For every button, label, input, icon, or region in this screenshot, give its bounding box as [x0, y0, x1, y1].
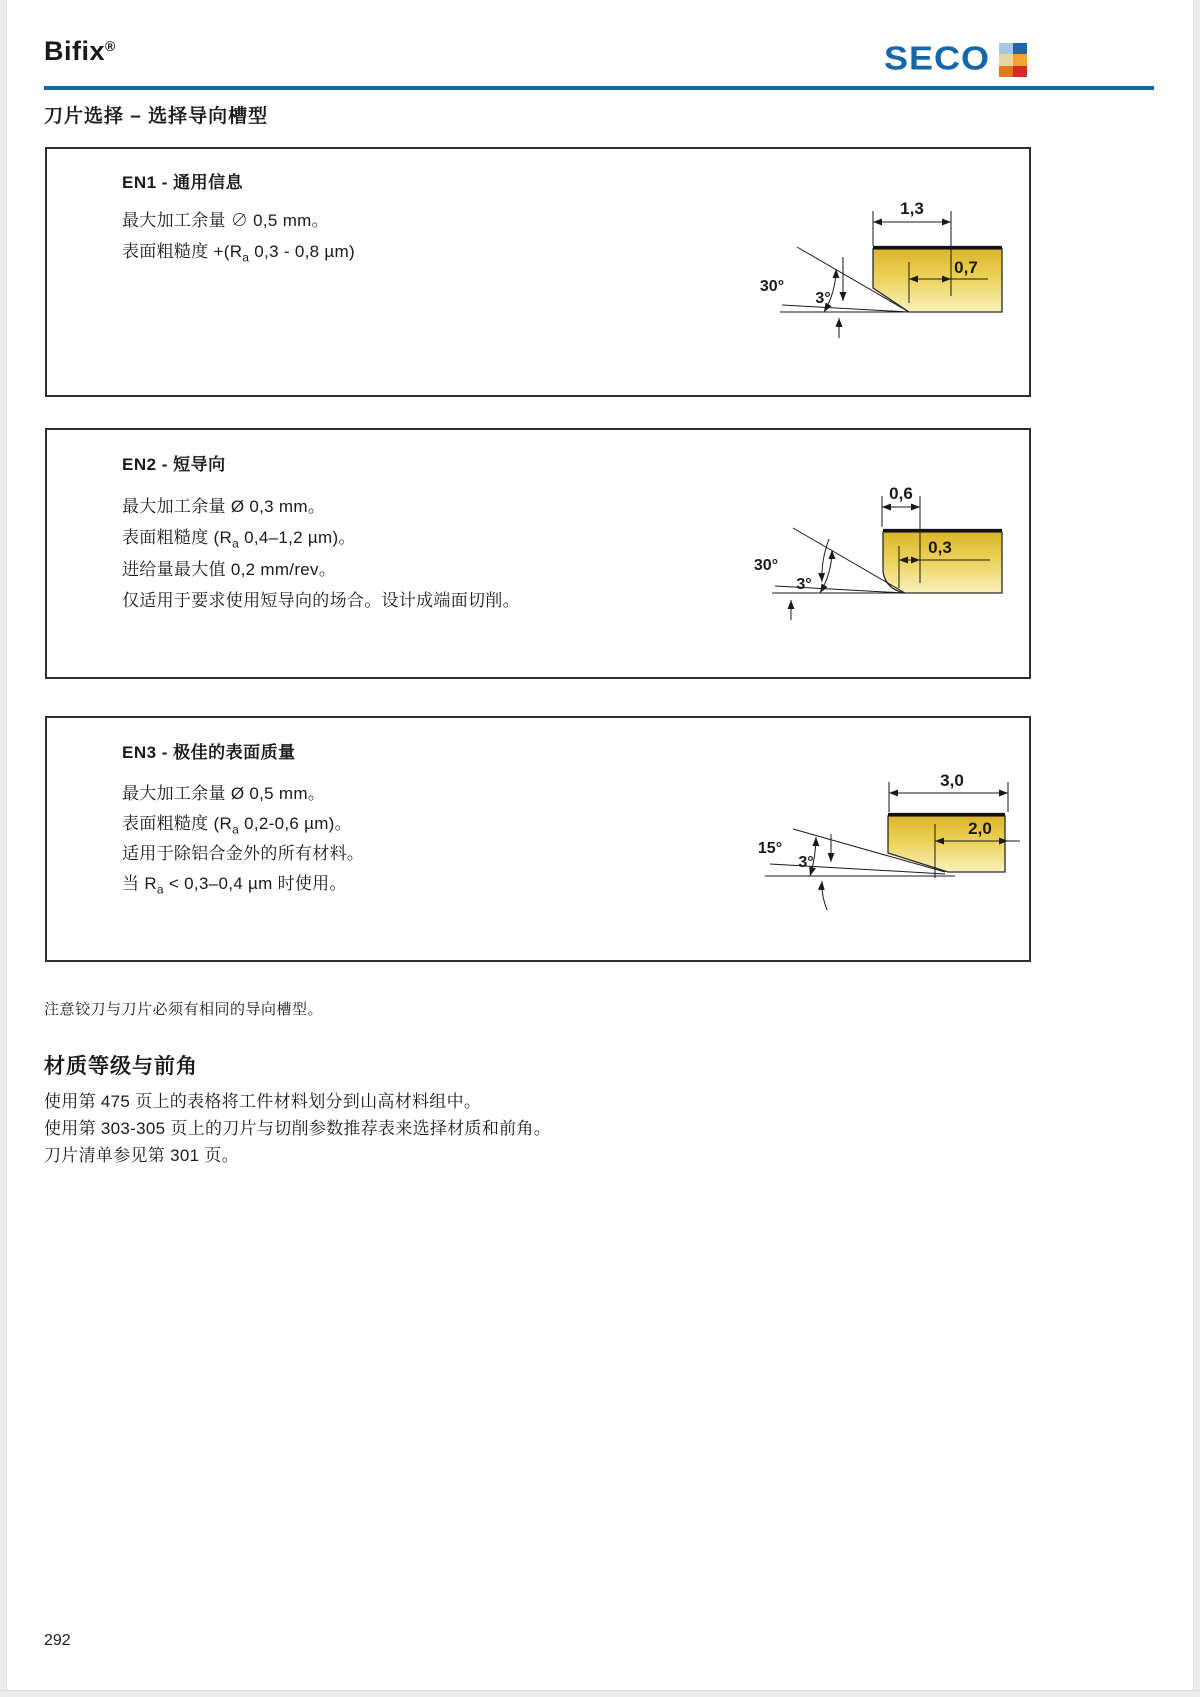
logo-color-cell — [999, 66, 1013, 77]
note-text: 注意铰刀与刀片必须有相同的导向槽型。 — [44, 1001, 324, 1018]
page-edge-right — [1193, 0, 1200, 1697]
seco-logo — [884, 39, 1027, 78]
spec-line: 表面粗糙度 ($R_a$ 0,2-0,6 µm)。 — [122, 813, 352, 837]
spec-line: 最大加工余量 ∅ 0,5 mm。 — [122, 211, 329, 230]
logo-color-cell — [1013, 43, 1027, 54]
spec-line: 最大加工余量 Ø 0,3 mm。 — [122, 497, 326, 516]
grades-line: 刀片清单参见第 301 页。 — [44, 1146, 240, 1165]
spec-line: 表面粗糙度 ($R_a$ 0,4–1,2 µm)。 — [122, 528, 356, 551]
page-number: 292 — [44, 1632, 71, 1649]
angle-label-main: 15° — [757, 840, 783, 857]
logo-color-cell — [1013, 54, 1027, 65]
spec-line: 最大加工余量 Ø 0,5 mm。 — [122, 784, 326, 803]
grades-line: 使用第 303-305 页上的刀片与切削参数推荐表来选择材质和前角。 — [44, 1119, 552, 1138]
back-taper-line — [782, 305, 909, 312]
registered-mark: ® — [105, 38, 116, 54]
logo-color-cell — [999, 43, 1013, 54]
small-angle-up-arrow — [822, 881, 827, 910]
angle-label-small: 3° — [798, 854, 814, 871]
spec-line: 表面粗糙度 $+(R_a$ 0,3 - 0,8 µm) — [122, 242, 355, 265]
dim-label-top: 3,0 — [940, 771, 964, 790]
seco-logo-grid — [999, 43, 1027, 77]
brand-logo — [44, 36, 116, 67]
box-title: EN3 - 极佳的表面质量 — [122, 743, 296, 762]
grades-heading: 材质等级与前角 — [44, 1055, 198, 1078]
back-taper-line — [770, 864, 945, 874]
spec-lines — [122, 782, 364, 902]
angle-label-small: 3° — [815, 290, 831, 307]
spec-lines — [122, 208, 355, 271]
spec-line: 适用于除铝合金外的所有材料。 — [122, 843, 365, 863]
back-taper-line — [775, 586, 905, 593]
box-title: EN2 - 短导向 — [122, 455, 226, 474]
dim-label-inner: 0,7 — [954, 258, 978, 277]
dim-label-top: 1,3 — [900, 199, 924, 218]
grades-lines — [44, 1088, 551, 1169]
angle-label-main: 30° — [753, 557, 779, 574]
dim-label-top: 0,6 — [889, 484, 913, 503]
profile-diagram-en3 — [695, 770, 1032, 925]
angle-label-small: 3° — [796, 576, 812, 593]
page-title: 刀片选择 – 选择导向槽型 — [44, 106, 269, 127]
grades-line: 使用第 475 页上的表格将工件材料划分到山高材料组中。 — [44, 1092, 482, 1111]
angle-label-main: 30° — [759, 278, 785, 295]
box-title: EN1 - 通用信息 — [122, 173, 244, 192]
brand-text: Bifix — [44, 36, 106, 66]
dim-label-inner: 2,0 — [968, 819, 992, 838]
profile-diagram-en2 — [695, 480, 1032, 640]
seco-logo-text: SECO — [884, 39, 991, 77]
spec-line: 仅适用于要求使用短导向的场合。设计成端面切削。 — [122, 591, 520, 611]
profile-diagram-en1 — [695, 185, 1032, 350]
spec-line: 进给量最大值 0,2 mm/rev。 — [122, 559, 337, 579]
dim-label-inner: 0,3 — [928, 538, 952, 557]
spec-lines — [122, 494, 520, 620]
header-rule — [44, 86, 1154, 90]
page-edge-bottom — [0, 1690, 1200, 1697]
page-edge-left — [0, 0, 7, 1697]
spec-line: 当 $R_a < 0,3-0,4$ µm 时使用。 — [122, 873, 347, 897]
logo-color-cell — [999, 54, 1013, 65]
logo-color-cell — [1013, 66, 1027, 77]
